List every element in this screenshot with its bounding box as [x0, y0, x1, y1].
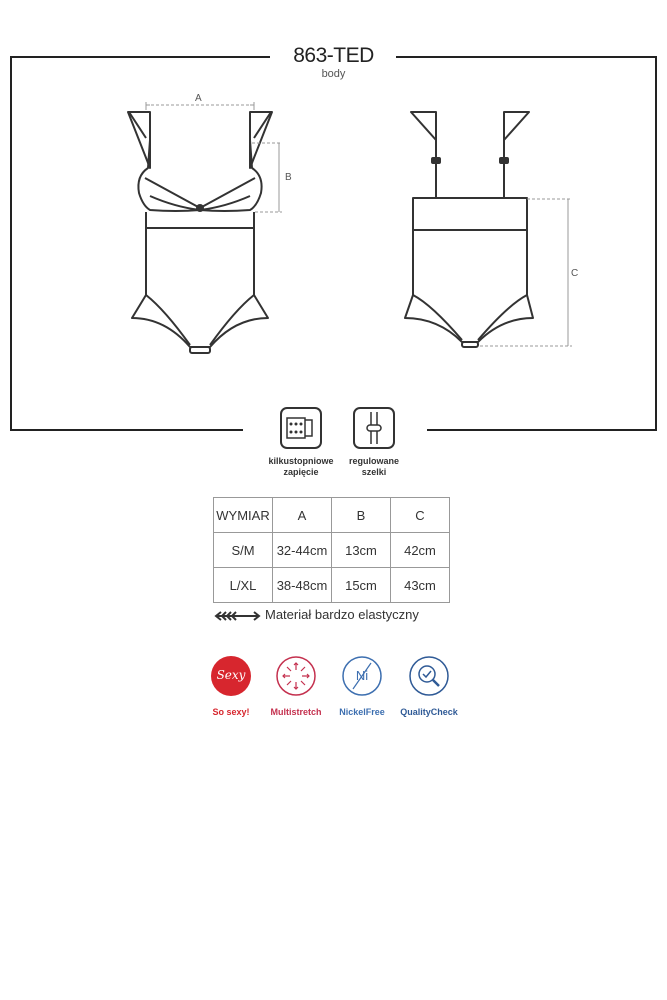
table-header-row: [214, 498, 450, 533]
feature-label-line1: kilkustopniowe: [268, 456, 334, 466]
table-cell: 43cm: [391, 568, 450, 603]
product-code: 863-TED: [293, 44, 374, 67]
table-header-cell: C: [391, 498, 450, 533]
nickel-free-icon-text: Ni: [355, 668, 369, 683]
product-type: body: [321, 68, 346, 80]
quality-check-icon: [408, 655, 450, 697]
badge-label: QualityCheck: [400, 707, 458, 717]
elastic-arrow-icon: [216, 612, 259, 620]
adjustable-strap-icon: [353, 407, 395, 449]
sexy-icon-text: Sexy: [216, 668, 246, 682]
badge-label: Multistretch: [270, 707, 322, 717]
badge-label: So sexy!: [212, 707, 250, 717]
feature-label-line2: szelki: [361, 467, 387, 477]
table-cell: 13cm: [332, 533, 391, 568]
table-row: [214, 568, 450, 603]
dimension-label-c: C: [571, 268, 579, 279]
front-view-drawing: [128, 112, 272, 353]
table-cell: 38-48cm: [273, 568, 332, 603]
table-row: [214, 533, 450, 568]
front-dimension-lines: [146, 102, 282, 212]
feature-adjustable-straps: [319, 407, 429, 478]
feature-label-line1: regulowane: [348, 456, 399, 466]
material-note: Materiał bardzo elastyczny: [265, 607, 419, 622]
feature-label-line2: zapięcie: [283, 467, 319, 477]
table-header-cell: B: [332, 498, 391, 533]
dimension-label-b: B: [285, 172, 292, 183]
table-cell: 15cm: [332, 568, 391, 603]
badge-quality-check: [389, 655, 469, 717]
size-table: [213, 497, 450, 603]
table-cell: 42cm: [391, 533, 450, 568]
table-header-cell: A: [273, 498, 332, 533]
table-cell: S/M: [214, 533, 273, 568]
table-cell: L/XL: [214, 568, 273, 603]
multi-hook-closure-icon: [280, 407, 322, 449]
table-header-cell: WYMIAR: [214, 498, 273, 533]
dimension-label-a: A: [195, 93, 202, 104]
table-cell: 32-44cm: [273, 533, 332, 568]
back-view-drawing: [405, 112, 533, 347]
badge-label: NickelFree: [339, 707, 385, 717]
multistretch-icon: [275, 655, 317, 697]
